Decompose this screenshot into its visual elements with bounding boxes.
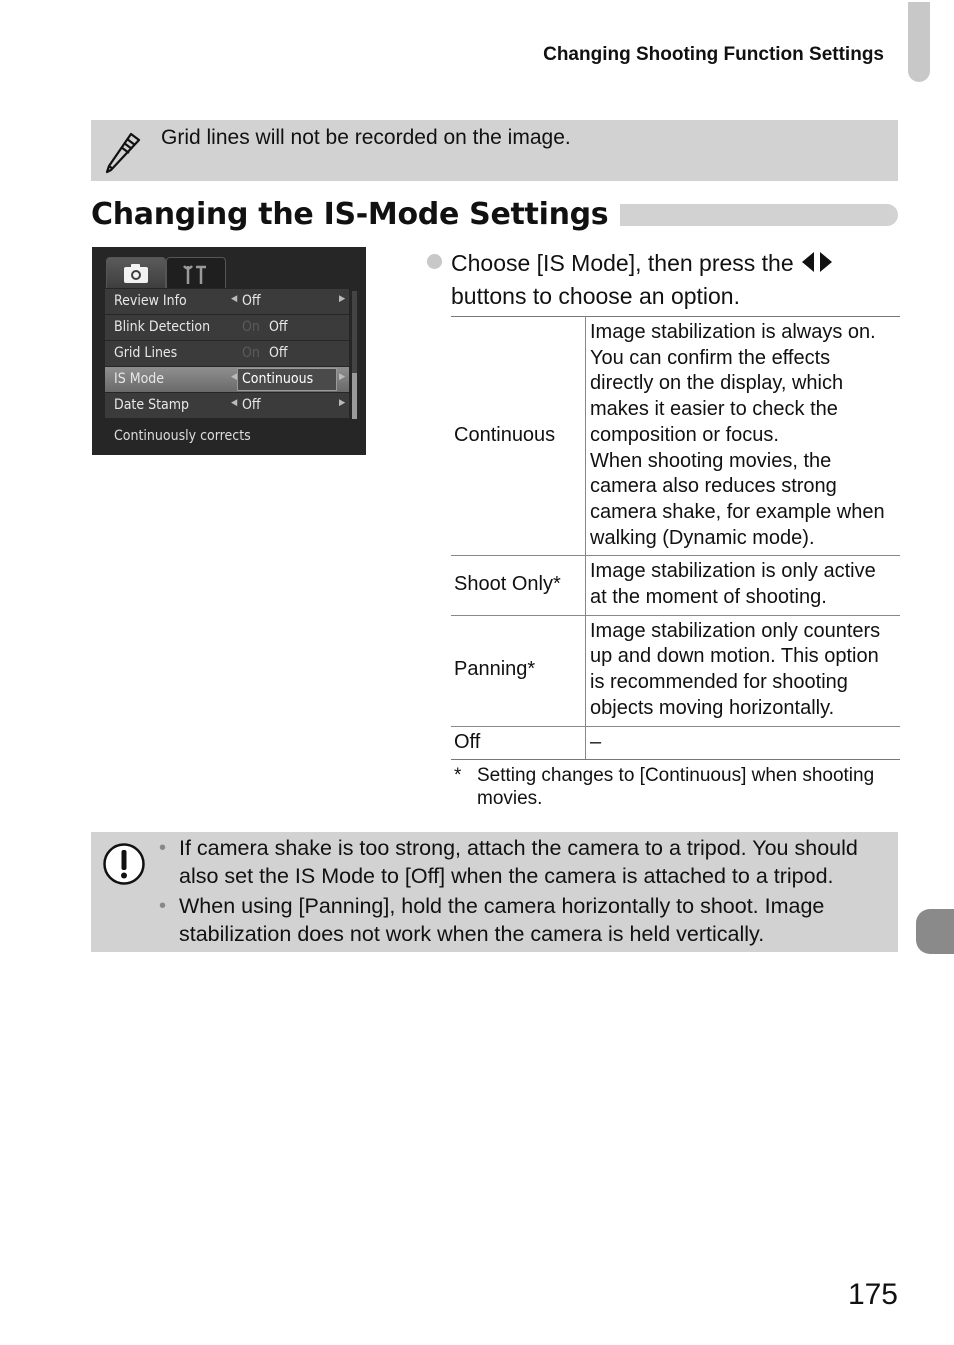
chapter-tab-top	[908, 2, 930, 82]
footnote-marker: *	[454, 765, 462, 786]
tab-setup	[166, 257, 226, 288]
table-row	[451, 556, 900, 615]
left-arrow-icon: ◀	[231, 398, 238, 408]
step-bullet	[427, 254, 442, 269]
selected-value-box: Continuous	[237, 368, 337, 391]
options-table	[451, 316, 900, 760]
footnote	[454, 764, 894, 810]
page-number: 175	[847, 1278, 898, 1311]
table-row	[451, 615, 900, 726]
option-description: –	[586, 726, 901, 760]
note-text: Grid lines will not be recorded on the image.	[161, 126, 571, 149]
caution-list	[159, 834, 889, 950]
left-right-arrows-icon	[800, 250, 834, 281]
caution-box	[91, 832, 898, 952]
option-name: Panning*	[451, 615, 586, 726]
running-header: Changing Shooting Function Settings	[543, 44, 884, 65]
camera-menu-screenshot	[92, 247, 366, 455]
option-name: Continuous	[451, 317, 586, 556]
note-box	[91, 120, 898, 181]
menu-row-is-mode: IS Mode ◀ Continuous ▶	[105, 367, 349, 392]
title-decor-bar	[620, 204, 898, 226]
caution-icon	[102, 842, 146, 891]
bullet-dot: •	[159, 837, 167, 859]
instruction-step	[427, 248, 897, 312]
menu-scroll-thumb	[352, 373, 357, 419]
right-arrow-icon: ▶	[339, 294, 346, 304]
menu-row-blink-detection: Blink Detection On Off	[105, 315, 349, 340]
option-description: Image stabilization is always on. You can confirm the effects directly on the display, which makes it easier to check the composition or focus. When shooting movies, the camera also reduces strong camera shake, for example when walking (Dynamic mode).	[586, 317, 901, 556]
option-name: Off	[451, 726, 586, 760]
footnote-text: Setting changes to [Continuous] when shooting movies.	[477, 765, 875, 809]
pencil-icon	[103, 128, 143, 179]
option-description: Image stabilization is only active at the moment of shooting.	[586, 556, 901, 615]
option-name: Shoot Only*	[451, 556, 586, 615]
right-arrow-icon: ▶	[339, 398, 346, 408]
menu-row-review-info: Review Info ◀ Off ▶	[105, 289, 349, 314]
left-arrow-icon: ◀	[231, 372, 238, 382]
left-arrow-icon: ◀	[231, 294, 238, 304]
menu-row-grid-lines: Grid Lines On Off	[105, 341, 349, 366]
bullet-dot: •	[159, 895, 167, 917]
table-row	[451, 726, 900, 760]
option-description: Image stabilization only counters up and down motion. This option is recommended for shooting objects moving horizontally.	[586, 615, 901, 726]
tab-shooting	[106, 257, 166, 288]
list-item: • If camera shake is too strong, attach the camera to a tripod. You should also set the IS Mode to [Off] when the camera is attached to a tripod.	[159, 836, 858, 888]
menu-hint-text: Continuously corrects	[114, 428, 251, 444]
instruction-text-before: Choose [IS Mode], then press the	[451, 250, 794, 276]
right-arrow-icon: ▶	[339, 372, 346, 382]
menu-rows	[105, 289, 349, 419]
table-row	[451, 317, 900, 556]
menu-row-date-stamp: Date Stamp ◀ Off ▶	[105, 393, 349, 418]
section-title: Changing the IS-Mode Settings	[91, 197, 609, 232]
chapter-tab-marker	[916, 909, 954, 954]
list-item: • When using [Panning], hold the camera horizontally to shoot. Image stabilization does not work when the camera is held vertically.	[159, 894, 825, 946]
instruction-text-after: buttons to choose an option.	[451, 283, 740, 309]
